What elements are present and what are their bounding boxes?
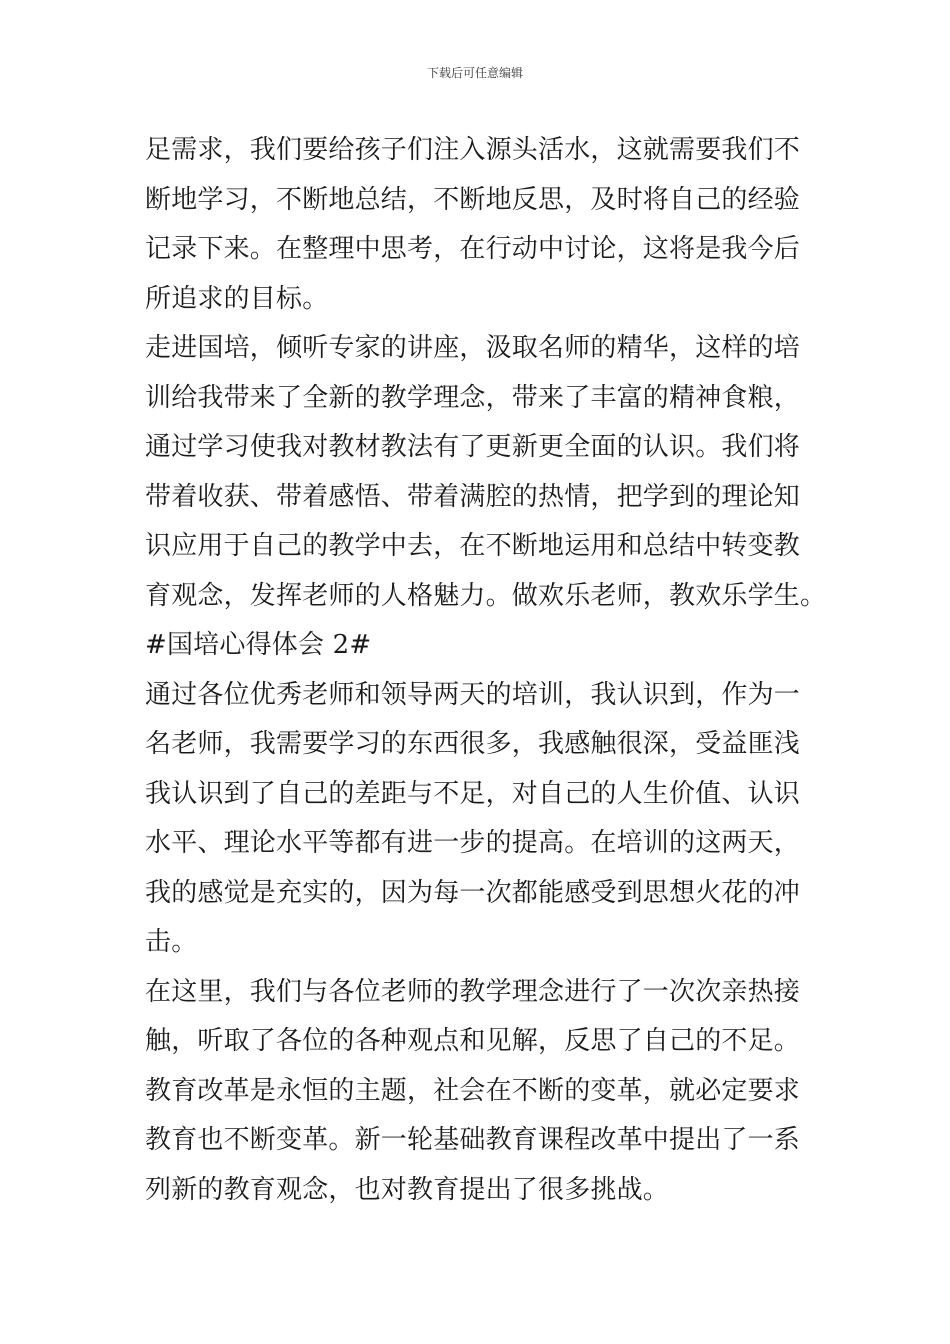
text-line: 名老师，我需要学习的东西很多，我感触很深，受益匪浅 bbox=[145, 729, 801, 759]
text-line: 水平、理论水平等都有进一步的提高。在培训的这两天， bbox=[145, 828, 801, 858]
text-line: 断地学习，不断地总结，不断地反思，及时将自己的经验 bbox=[145, 184, 801, 215]
text-line: 击。 bbox=[145, 927, 198, 957]
text-line: 在这里，我们与各位老师的教学理念进行了一次次亲热接 bbox=[145, 976, 801, 1007]
document-body bbox=[145, 126, 827, 1215]
text-line: 所追求的目标。 bbox=[145, 283, 329, 314]
text-line: 我的感觉是充实的，因为每一次都能感受到思想火花的冲 bbox=[145, 877, 801, 908]
text-line: 通过各位优秀老师和领导两天的培训，我认识到，作为一 bbox=[145, 679, 801, 710]
text-line: 记录下来。在整理中思考，在行动中讨论，这将是我今后 bbox=[145, 234, 801, 264]
text-line: 触，听取了各位的各种观点和见解，反思了自己的不足。 bbox=[145, 1026, 801, 1056]
page-header: 下载后可任意编辑 bbox=[426, 66, 523, 80]
text-line: 通过学习使我对教材教法有了更新更全面的认识。我们将 bbox=[145, 432, 801, 462]
section-heading: #国培心得体会 2# bbox=[145, 630, 372, 660]
text-line: 列新的教育观念，也对教育提出了很多挑战。 bbox=[145, 1174, 670, 1205]
text-line: 训给我带来了全新的教学理念，带来了丰富的精神食粮， bbox=[145, 382, 801, 413]
text-line: 教育改革是永恒的主题，社会在不断的变革，就必定要求 bbox=[145, 1075, 801, 1106]
text-line: 教育也不断变革。新一轮基础教育课程改革中提出了一系 bbox=[145, 1125, 801, 1155]
text-line: 我认识到了自己的差距与不足，对自己的人生价值、认识 bbox=[145, 778, 801, 809]
text-line: 走进国培，倾听专家的讲座，汲取名师的精华，这样的培 bbox=[145, 333, 801, 363]
text-line: 育观念，发挥老师的人格魅力。做欢乐老师，教欢乐学生。 bbox=[145, 580, 827, 611]
text-line: 识应用于自己的教学中去，在不断地运用和总结中转变教 bbox=[145, 531, 801, 561]
text-line: 带着收获、带着感悟、带着满腔的热情，把学到的理论知 bbox=[145, 481, 801, 512]
text-line: 足需求，我们要给孩子们注入源头活水，这就需要我们不 bbox=[145, 135, 801, 165]
